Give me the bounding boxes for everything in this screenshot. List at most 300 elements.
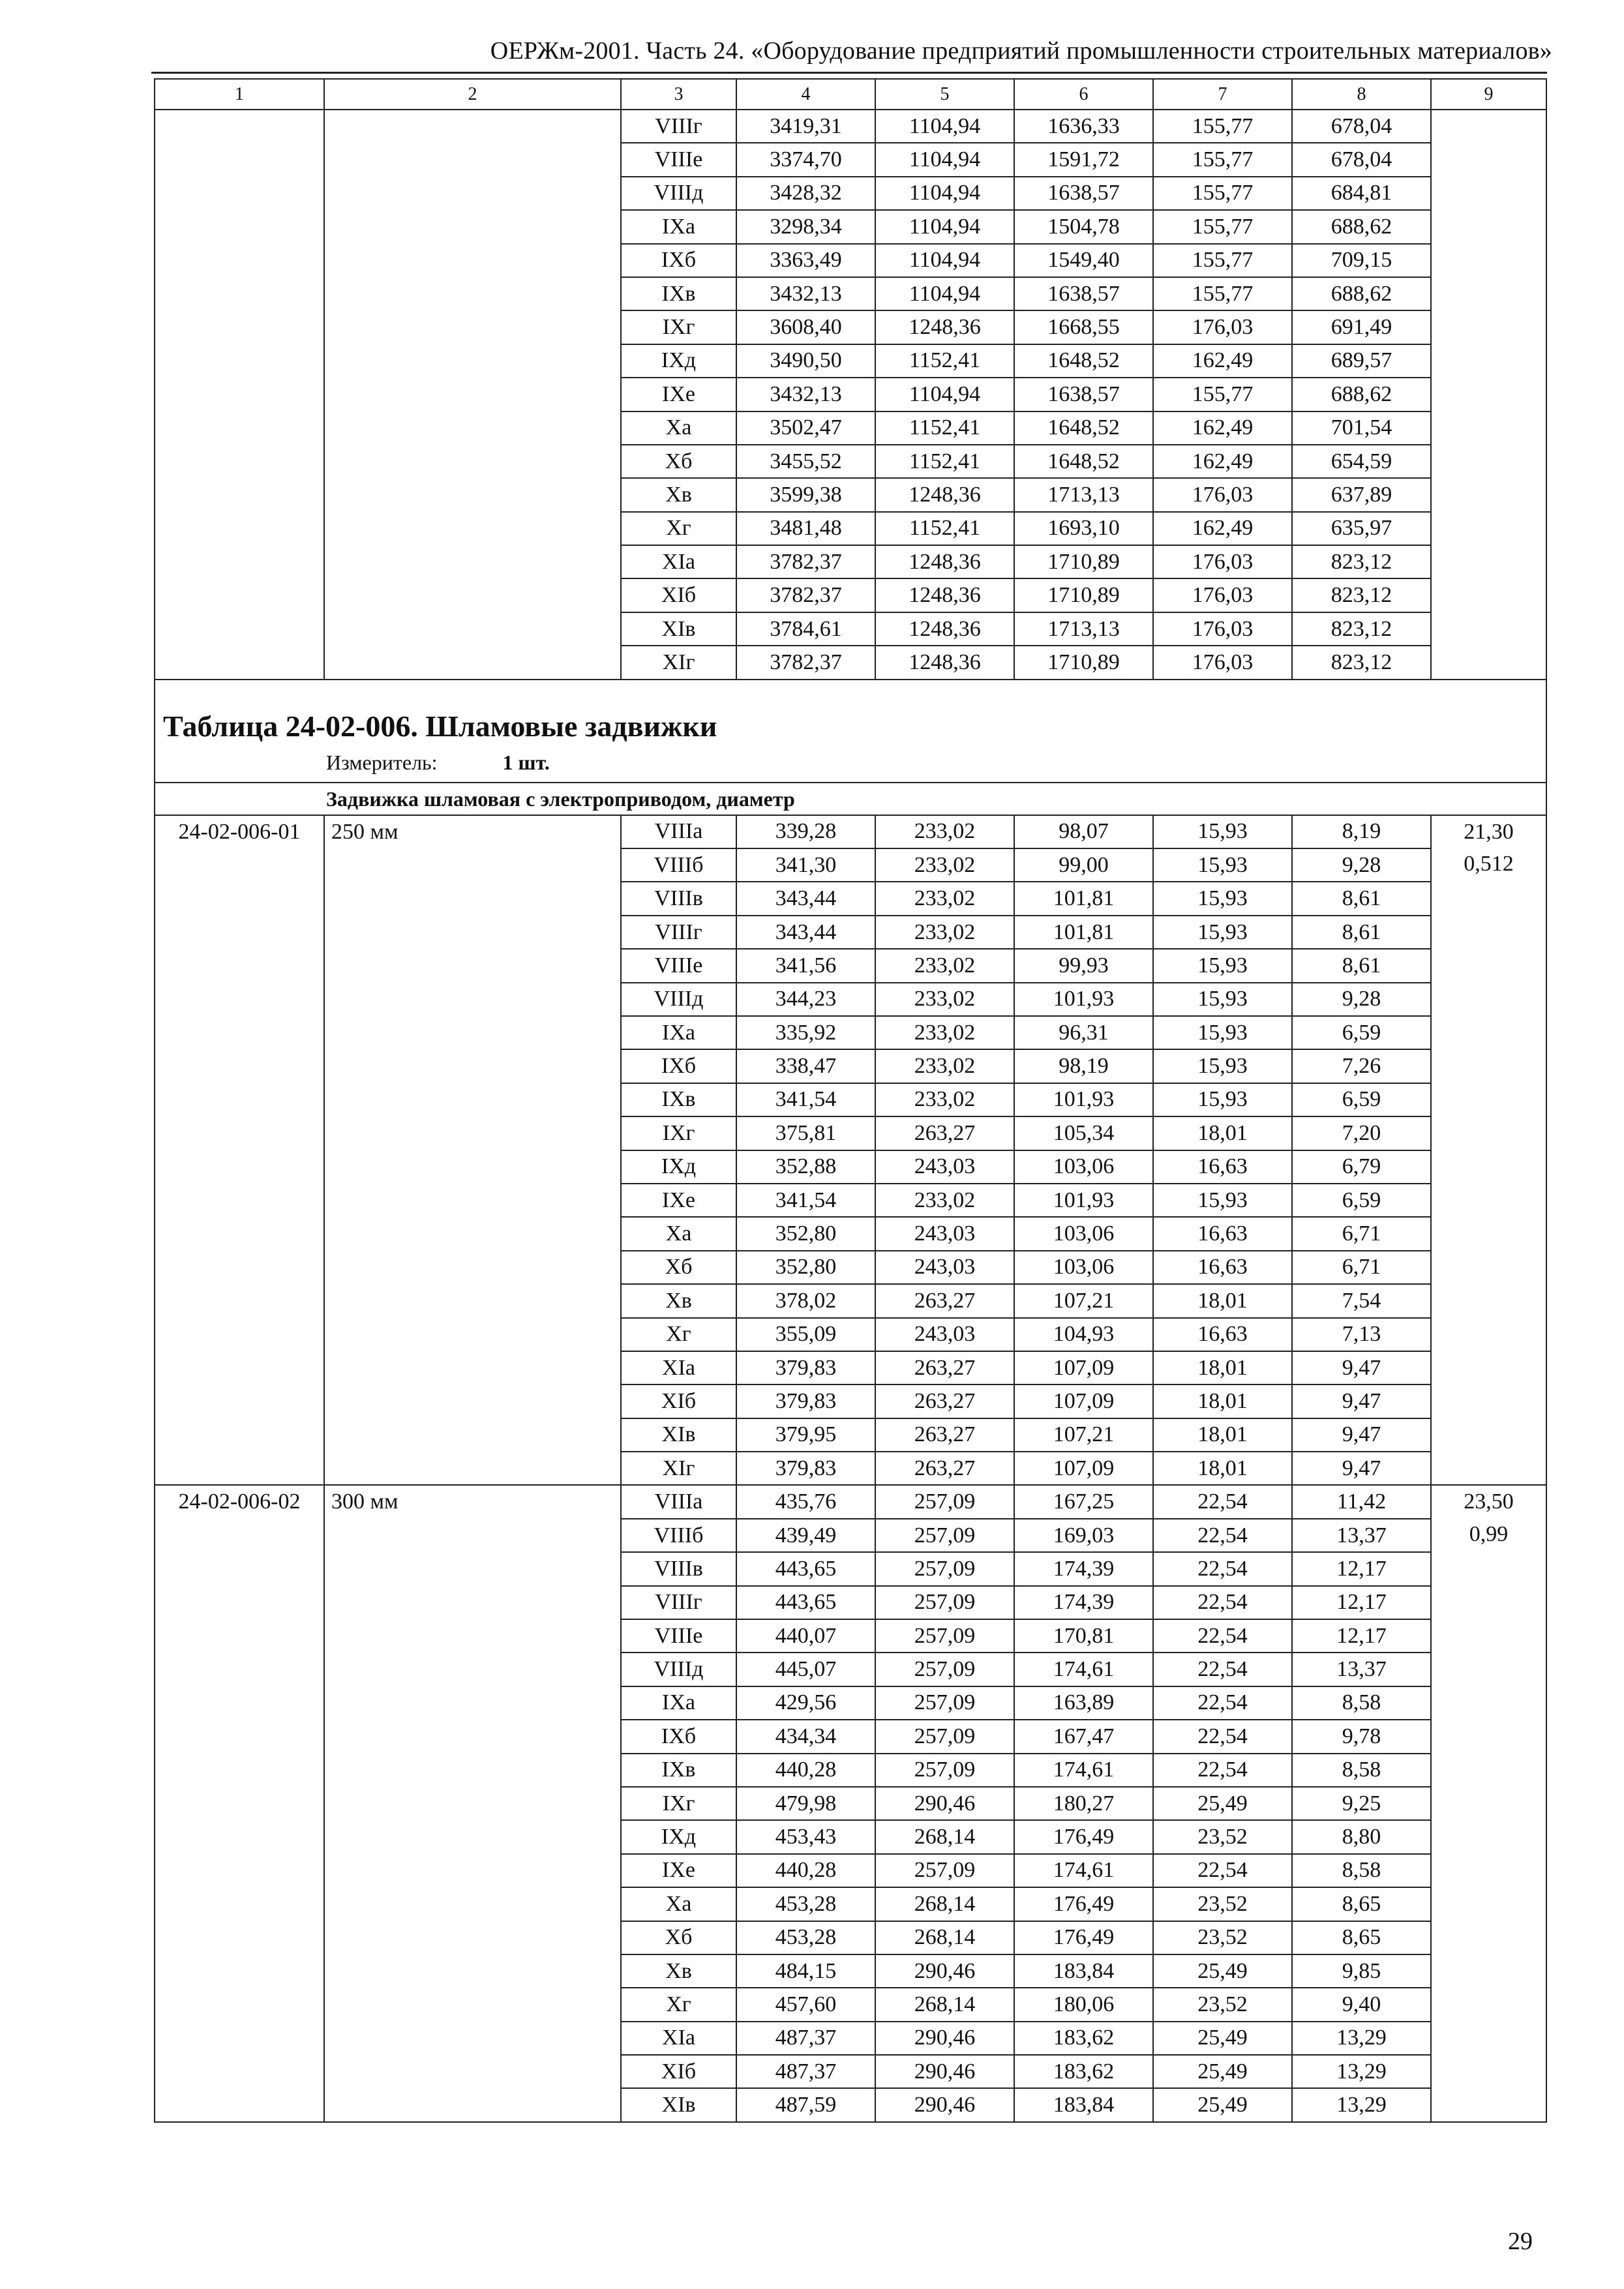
value-cell: 684,81 — [1292, 177, 1431, 210]
zone-cell: XIв — [621, 2088, 736, 2121]
value-cell: 3502,47 — [736, 411, 875, 445]
value-cell: 701,54 — [1292, 411, 1431, 445]
value-cell: 233,02 — [875, 983, 1014, 1016]
zone-cell: IXа — [621, 210, 736, 243]
value-cell: 1648,52 — [1014, 411, 1153, 445]
table-row — [155, 815, 1546, 848]
value-cell: 823,12 — [1292, 612, 1431, 646]
value-cell: 233,02 — [875, 1016, 1014, 1049]
value-cell: 1710,89 — [1014, 578, 1153, 612]
value-cell: 352,80 — [736, 1251, 875, 1284]
zone-cell: Xб — [621, 1251, 736, 1284]
value-cell: 22,54 — [1153, 1552, 1292, 1585]
value-cell: 183,62 — [1014, 2055, 1153, 2088]
zone-cell: VIIIб — [621, 1519, 736, 1552]
value-cell: 343,44 — [736, 916, 875, 949]
zone-cell: Xа — [621, 411, 736, 445]
value-cell: 688,62 — [1292, 277, 1431, 310]
value-cell: 155,77 — [1153, 177, 1292, 210]
zone-cell: VIIIа — [621, 815, 736, 848]
col9-value: 0,99 — [1469, 1521, 1509, 1546]
value-cell: 15,93 — [1153, 1049, 1292, 1083]
value-cell: 268,14 — [875, 1820, 1014, 1853]
value-cell: 484,15 — [736, 1954, 875, 1988]
value-cell: 3782,37 — [736, 545, 875, 578]
value-cell: 183,84 — [1014, 2088, 1153, 2121]
col9-value: 23,50 — [1464, 1489, 1514, 1514]
value-cell: 1648,52 — [1014, 344, 1153, 378]
zone-cell: IXа — [621, 1016, 736, 1049]
value-cell: 3432,13 — [736, 378, 875, 411]
value-cell: 8,58 — [1292, 1754, 1431, 1787]
value-cell: 263,27 — [875, 1116, 1014, 1150]
value-cell: 15,93 — [1153, 1083, 1292, 1116]
value-cell: 243,03 — [875, 1217, 1014, 1250]
zone-cell: IXе — [621, 378, 736, 411]
zone-cell: VIIIг — [621, 916, 736, 949]
zone-cell: Xв — [621, 1284, 736, 1317]
value-cell: 183,62 — [1014, 2022, 1153, 2055]
value-cell: 163,89 — [1014, 1686, 1153, 1720]
value-cell: 691,49 — [1292, 310, 1431, 344]
value-cell: 243,03 — [875, 1318, 1014, 1351]
value-cell: 439,49 — [736, 1519, 875, 1552]
value-cell: 23,52 — [1153, 1820, 1292, 1853]
value-cell: 1549,40 — [1014, 244, 1153, 277]
value-cell: 6,59 — [1292, 1184, 1431, 1217]
value-cell: 15,93 — [1153, 983, 1292, 1016]
zone-cell: IXа — [621, 1686, 736, 1720]
table-title-row — [155, 680, 1546, 743]
value-cell: 176,03 — [1153, 578, 1292, 612]
zone-cell: XIв — [621, 612, 736, 646]
column-number-row — [155, 79, 1546, 110]
value-cell: 167,47 — [1014, 1720, 1153, 1753]
value-cell: 1648,52 — [1014, 445, 1153, 478]
value-cell: 13,29 — [1292, 2088, 1431, 2121]
value-cell: 355,09 — [736, 1318, 875, 1351]
value-cell: 268,14 — [875, 1988, 1014, 2021]
value-cell: 487,37 — [736, 2055, 875, 2088]
value-cell: 155,77 — [1153, 277, 1292, 310]
zone-cell: IXг — [621, 310, 736, 344]
zone-cell: VIIIа — [621, 1485, 736, 1518]
value-cell: 96,31 — [1014, 1016, 1153, 1049]
value-cell: 379,83 — [736, 1351, 875, 1384]
value-cell: 162,49 — [1153, 411, 1292, 445]
unit-label: Измеритель: — [326, 750, 438, 774]
value-cell: 1248,36 — [875, 545, 1014, 578]
value-cell: 22,54 — [1153, 1485, 1292, 1518]
zone-cell: VIIIв — [621, 882, 736, 915]
col9-cell-empty — [1431, 110, 1546, 680]
value-cell: 688,62 — [1292, 210, 1431, 243]
zone-cell: VIIIе — [621, 143, 736, 176]
value-cell: 25,49 — [1153, 1954, 1292, 1988]
value-cell: 678,04 — [1292, 110, 1431, 143]
value-cell: 15,93 — [1153, 815, 1292, 848]
value-cell: 183,84 — [1014, 1954, 1153, 1988]
zone-cell: IXб — [621, 1049, 736, 1083]
value-cell: 15,93 — [1153, 1184, 1292, 1217]
value-cell: 487,37 — [736, 2022, 875, 2055]
value-cell: 257,09 — [875, 1854, 1014, 1887]
page-number: 29 — [1508, 2228, 1533, 2255]
value-cell: 263,27 — [875, 1351, 1014, 1384]
value-cell: 257,09 — [875, 1619, 1014, 1653]
zone-cell: VIIIг — [621, 110, 736, 143]
zone-cell: IXг — [621, 1116, 736, 1150]
value-cell: 16,63 — [1153, 1318, 1292, 1351]
value-cell: 3599,38 — [736, 478, 875, 511]
value-cell: 479,98 — [736, 1787, 875, 1820]
value-cell: 1152,41 — [875, 512, 1014, 545]
value-cell: 379,95 — [736, 1418, 875, 1452]
value-cell: 823,12 — [1292, 578, 1431, 612]
col9-cell — [1431, 1485, 1546, 2121]
value-cell: 18,01 — [1153, 1418, 1292, 1452]
item-name: 250 мм — [324, 815, 621, 1486]
value-cell: 23,52 — [1153, 1887, 1292, 1921]
value-cell: 352,80 — [736, 1217, 875, 1250]
value-cell: 453,43 — [736, 1820, 875, 1853]
value-cell: 1713,13 — [1014, 478, 1153, 511]
value-cell: 18,01 — [1153, 1116, 1292, 1150]
value-cell: 352,88 — [736, 1150, 875, 1184]
value-cell: 103,06 — [1014, 1217, 1153, 1250]
section-title: Задвижка шламовая с электроприводом, диаметр — [155, 783, 1546, 815]
value-cell: 176,03 — [1153, 310, 1292, 344]
zone-cell: XIа — [621, 1351, 736, 1384]
value-cell: 101,81 — [1014, 882, 1153, 915]
zone-cell: XIа — [621, 2022, 736, 2055]
value-cell: 103,06 — [1014, 1150, 1153, 1184]
value-cell: 9,47 — [1292, 1452, 1431, 1485]
value-cell: 3428,32 — [736, 177, 875, 210]
value-cell: 440,07 — [736, 1619, 875, 1653]
value-cell: 263,27 — [875, 1418, 1014, 1452]
value-cell: 9,47 — [1292, 1418, 1431, 1452]
value-cell: 341,54 — [736, 1184, 875, 1217]
value-cell: 341,30 — [736, 848, 875, 882]
value-cell: 12,17 — [1292, 1619, 1431, 1653]
value-cell: 339,28 — [736, 815, 875, 848]
zone-cell: Xг — [621, 1318, 736, 1351]
zone-cell: IXе — [621, 1184, 736, 1217]
column-number: 2 — [324, 79, 621, 110]
value-cell: 6,59 — [1292, 1016, 1431, 1049]
table-row — [155, 1485, 1546, 1518]
value-cell: 107,09 — [1014, 1384, 1153, 1418]
value-cell: 176,49 — [1014, 1887, 1153, 1921]
zone-cell: IXв — [621, 277, 736, 310]
value-cell: 487,59 — [736, 2088, 875, 2121]
zone-cell: VIIIв — [621, 1552, 736, 1585]
item-code: 24-02-006-01 — [155, 815, 324, 1486]
zone-cell: VIIIд — [621, 177, 736, 210]
value-cell: 379,83 — [736, 1452, 875, 1485]
value-cell: 25,49 — [1153, 2088, 1292, 2121]
value-cell: 180,06 — [1014, 1988, 1153, 2021]
value-cell: 3455,52 — [736, 445, 875, 478]
value-cell: 3784,61 — [736, 612, 875, 646]
zone-cell: Xв — [621, 1954, 736, 1988]
value-cell: 1104,94 — [875, 210, 1014, 243]
value-cell: 445,07 — [736, 1653, 875, 1686]
value-cell: 9,28 — [1292, 983, 1431, 1016]
value-cell: 440,28 — [736, 1754, 875, 1787]
value-cell: 1710,89 — [1014, 545, 1153, 578]
value-cell: 15,93 — [1153, 916, 1292, 949]
value-cell: 3432,13 — [736, 277, 875, 310]
unit-row — [155, 743, 1546, 783]
value-cell: 257,09 — [875, 1519, 1014, 1552]
value-cell: 9,47 — [1292, 1351, 1431, 1384]
value-cell: 1248,36 — [875, 478, 1014, 511]
value-cell: 709,15 — [1292, 244, 1431, 277]
value-cell: 3419,31 — [736, 110, 875, 143]
zone-cell: Xа — [621, 1887, 736, 1921]
value-cell: 174,39 — [1014, 1586, 1153, 1619]
value-cell: 1104,94 — [875, 244, 1014, 277]
zone-cell: XIб — [621, 2055, 736, 2088]
value-cell: 99,93 — [1014, 949, 1153, 982]
table-title: Таблица 24-02-006. Шламовые задвижки — [155, 680, 1546, 743]
value-cell: 263,27 — [875, 1384, 1014, 1418]
zone-cell: Xг — [621, 1988, 736, 2021]
value-cell: 257,09 — [875, 1754, 1014, 1787]
value-cell: 98,07 — [1014, 815, 1153, 848]
value-cell: 162,49 — [1153, 344, 1292, 378]
value-cell: 688,62 — [1292, 378, 1431, 411]
value-cell: 290,46 — [875, 2022, 1014, 2055]
value-cell: 3608,40 — [736, 310, 875, 344]
value-cell: 13,29 — [1292, 2022, 1431, 2055]
value-cell: 176,03 — [1153, 478, 1292, 511]
zone-cell: XIб — [621, 578, 736, 612]
value-cell: 9,28 — [1292, 848, 1431, 882]
value-cell: 155,77 — [1153, 143, 1292, 176]
section-title-row — [155, 783, 1546, 815]
value-cell: 457,60 — [736, 1988, 875, 2021]
value-cell: 453,28 — [736, 1921, 875, 1954]
value-cell: 379,83 — [736, 1384, 875, 1418]
value-cell: 257,09 — [875, 1686, 1014, 1720]
value-cell: 169,03 — [1014, 1519, 1153, 1552]
column-number: 4 — [736, 79, 875, 110]
value-cell: 1713,13 — [1014, 612, 1153, 646]
value-cell: 18,01 — [1153, 1384, 1292, 1418]
page-header-title: ОЕРЖм-2001. Часть 24. «Оборудование предприятий промышленности строительных материалов» — [490, 37, 1552, 65]
value-cell: 15,93 — [1153, 1016, 1292, 1049]
zone-cell: XIг — [621, 646, 736, 679]
value-cell: 107,21 — [1014, 1284, 1153, 1317]
zone-cell: XIа — [621, 545, 736, 578]
value-cell: 233,02 — [875, 1049, 1014, 1083]
value-cell: 8,61 — [1292, 916, 1431, 949]
value-cell: 176,49 — [1014, 1820, 1153, 1853]
value-cell: 174,61 — [1014, 1754, 1153, 1787]
value-cell: 18,01 — [1153, 1351, 1292, 1384]
value-cell: 7,54 — [1292, 1284, 1431, 1317]
table-row — [155, 110, 1546, 143]
value-cell: 1248,36 — [875, 646, 1014, 679]
value-cell: 18,01 — [1153, 1452, 1292, 1485]
value-cell: 176,03 — [1153, 612, 1292, 646]
zone-cell: VIIIд — [621, 983, 736, 1016]
value-cell: 9,78 — [1292, 1720, 1431, 1753]
value-cell: 3490,50 — [736, 344, 875, 378]
column-number: 1 — [155, 79, 324, 110]
value-cell: 654,59 — [1292, 445, 1431, 478]
code-cell-empty — [155, 110, 324, 680]
value-cell: 174,61 — [1014, 1854, 1153, 1887]
value-cell: 155,77 — [1153, 210, 1292, 243]
zone-cell: IXе — [621, 1854, 736, 1887]
value-cell: 343,44 — [736, 882, 875, 915]
value-cell: 689,57 — [1292, 344, 1431, 378]
value-cell: 13,37 — [1292, 1653, 1431, 1686]
value-cell: 1248,36 — [875, 578, 1014, 612]
value-cell: 1152,41 — [875, 411, 1014, 445]
unit-value: 1 шт. — [502, 750, 550, 774]
value-cell: 823,12 — [1292, 545, 1431, 578]
column-number: 8 — [1292, 79, 1431, 110]
value-cell: 13,29 — [1292, 2055, 1431, 2088]
zone-cell: XIб — [621, 1384, 736, 1418]
value-cell: 107,09 — [1014, 1452, 1153, 1485]
value-cell: 257,09 — [875, 1552, 1014, 1585]
value-cell: 8,65 — [1292, 1921, 1431, 1954]
value-cell: 174,61 — [1014, 1653, 1153, 1686]
unit-cell — [155, 743, 1546, 783]
value-cell: 1504,78 — [1014, 210, 1153, 243]
value-cell: 23,52 — [1153, 1988, 1292, 2021]
value-cell: 1638,57 — [1014, 378, 1153, 411]
value-cell: 341,56 — [736, 949, 875, 982]
value-cell: 176,03 — [1153, 545, 1292, 578]
value-cell: 3782,37 — [736, 578, 875, 612]
value-cell: 7,20 — [1292, 1116, 1431, 1150]
column-number: 3 — [621, 79, 736, 110]
column-number: 6 — [1014, 79, 1153, 110]
value-cell: 823,12 — [1292, 646, 1431, 679]
value-cell: 13,37 — [1292, 1519, 1431, 1552]
zone-cell: VIIIе — [621, 1619, 736, 1653]
value-cell: 263,27 — [875, 1284, 1014, 1317]
zone-cell: Xг — [621, 512, 736, 545]
value-cell: 637,89 — [1292, 478, 1431, 511]
value-cell: 25,49 — [1153, 2055, 1292, 2088]
value-cell: 233,02 — [875, 1083, 1014, 1116]
value-cell: 12,17 — [1292, 1586, 1431, 1619]
value-cell: 263,27 — [875, 1452, 1014, 1485]
value-cell: 290,46 — [875, 2055, 1014, 2088]
value-cell: 443,65 — [736, 1586, 875, 1619]
value-cell: 167,25 — [1014, 1485, 1153, 1518]
value-cell: 1152,41 — [875, 344, 1014, 378]
value-cell: 443,65 — [736, 1552, 875, 1585]
value-cell: 378,02 — [736, 1284, 875, 1317]
value-cell: 1638,57 — [1014, 177, 1153, 210]
value-cell: 101,93 — [1014, 1184, 1153, 1217]
value-cell: 22,54 — [1153, 1754, 1292, 1787]
zone-cell: VIIIг — [621, 1586, 736, 1619]
value-cell: 1636,33 — [1014, 110, 1153, 143]
value-cell: 9,40 — [1292, 1988, 1431, 2021]
zone-cell: Xб — [621, 445, 736, 478]
value-cell: 8,65 — [1292, 1887, 1431, 1921]
value-cell: 22,54 — [1153, 1854, 1292, 1887]
value-cell: 25,49 — [1153, 2022, 1292, 2055]
value-cell: 155,77 — [1153, 378, 1292, 411]
value-cell: 678,04 — [1292, 143, 1431, 176]
value-cell: 8,58 — [1292, 1854, 1431, 1887]
value-cell: 15,93 — [1153, 848, 1292, 882]
value-cell: 268,14 — [875, 1887, 1014, 1921]
value-cell: 25,49 — [1153, 1787, 1292, 1820]
value-cell: 1104,94 — [875, 177, 1014, 210]
zone-cell: IXв — [621, 1754, 736, 1787]
value-cell: 3481,48 — [736, 512, 875, 545]
value-cell: 375,81 — [736, 1116, 875, 1150]
zone-cell: IXв — [621, 1083, 736, 1116]
value-cell: 233,02 — [875, 916, 1014, 949]
value-cell: 101,93 — [1014, 1083, 1153, 1116]
zone-cell: IXб — [621, 1720, 736, 1753]
value-cell: 101,93 — [1014, 983, 1153, 1016]
value-cell: 8,80 — [1292, 1820, 1431, 1853]
value-cell: 162,49 — [1153, 445, 1292, 478]
zone-cell: Xа — [621, 1217, 736, 1250]
value-cell: 344,23 — [736, 983, 875, 1016]
value-cell: 1591,72 — [1014, 143, 1153, 176]
value-cell: 3363,49 — [736, 244, 875, 277]
value-cell: 98,19 — [1014, 1049, 1153, 1083]
value-cell: 162,49 — [1153, 512, 1292, 545]
value-cell: 290,46 — [875, 1787, 1014, 1820]
value-cell: 9,25 — [1292, 1787, 1431, 1820]
value-cell: 104,93 — [1014, 1318, 1153, 1351]
zone-cell: Xб — [621, 1921, 736, 1954]
value-cell: 3298,34 — [736, 210, 875, 243]
value-cell: 22,54 — [1153, 1686, 1292, 1720]
value-cell: 233,02 — [875, 815, 1014, 848]
value-cell: 15,93 — [1153, 882, 1292, 915]
col9-value: 0,512 — [1464, 852, 1514, 876]
value-cell: 105,34 — [1014, 1116, 1153, 1150]
value-cell: 243,03 — [875, 1150, 1014, 1184]
value-cell: 6,71 — [1292, 1217, 1431, 1250]
zone-cell: VIIIе — [621, 949, 736, 982]
value-cell: 290,46 — [875, 1954, 1014, 1988]
value-cell: 22,54 — [1153, 1653, 1292, 1686]
value-cell: 3782,37 — [736, 646, 875, 679]
value-cell: 22,54 — [1153, 1720, 1292, 1753]
value-cell: 429,56 — [736, 1686, 875, 1720]
column-number: 7 — [1153, 79, 1292, 110]
value-cell: 155,77 — [1153, 110, 1292, 143]
item-code: 24-02-006-02 — [155, 1485, 324, 2121]
value-cell: 335,92 — [736, 1016, 875, 1049]
value-cell: 440,28 — [736, 1854, 875, 1887]
value-cell: 3374,70 — [736, 143, 875, 176]
value-cell: 22,54 — [1153, 1519, 1292, 1552]
value-cell: 1152,41 — [875, 445, 1014, 478]
column-number: 9 — [1431, 79, 1546, 110]
zone-cell: IXд — [621, 1150, 736, 1184]
value-cell: 6,71 — [1292, 1251, 1431, 1284]
